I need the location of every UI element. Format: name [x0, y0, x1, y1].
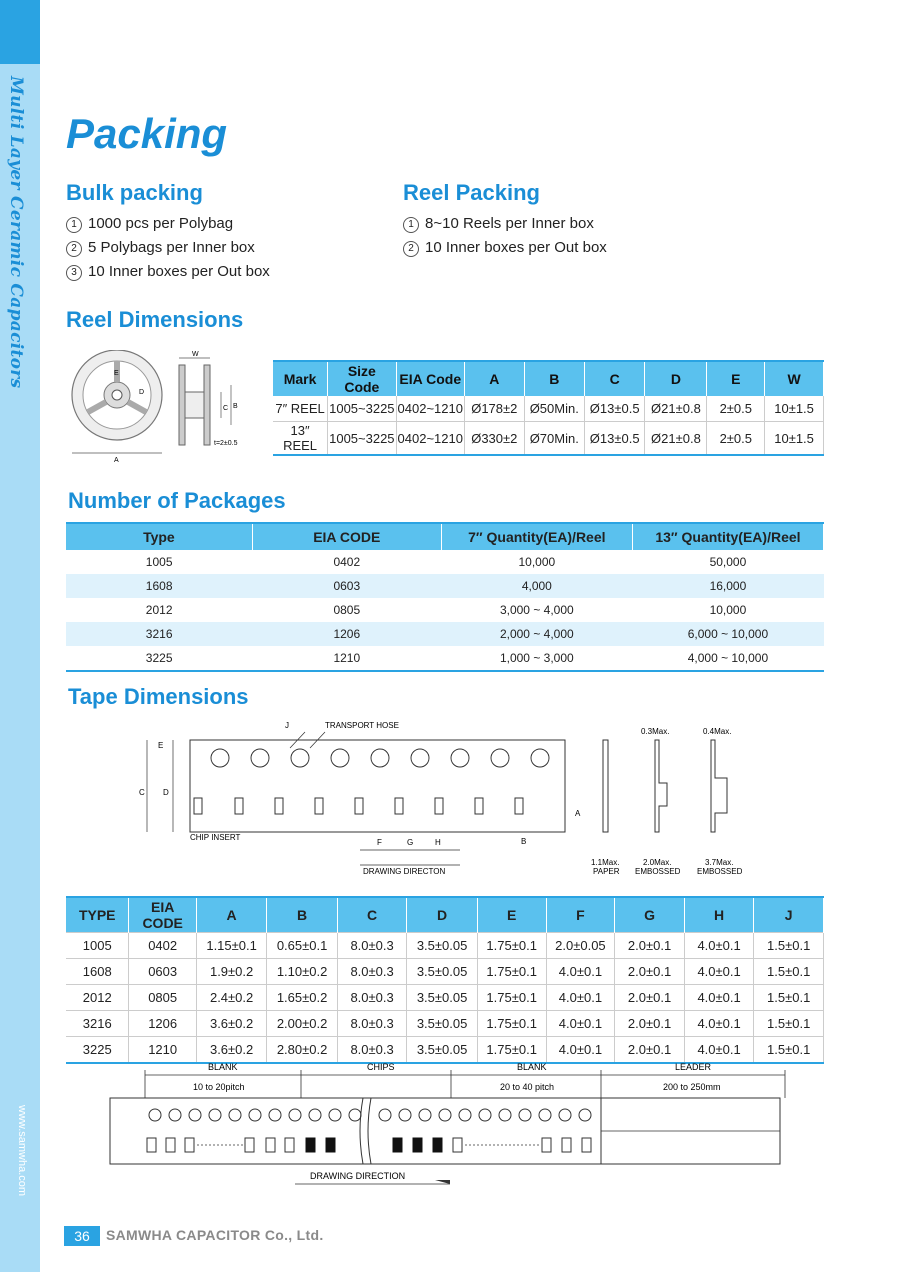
table-row — [66, 985, 824, 1011]
label-leader-range: 200 to 250mm — [663, 1082, 721, 1092]
label-b: B — [521, 837, 527, 846]
table-cell: 3225 — [66, 1037, 129, 1064]
chip-pockets — [194, 798, 523, 814]
table-cell: 1.75±0.1 — [477, 933, 546, 959]
item-number: 2 — [403, 241, 419, 257]
table-cell: 0402~1210 — [396, 396, 464, 422]
reel-dimensions-heading: Reel Dimensions — [66, 307, 244, 332]
label-emb2: EMBOSSED — [697, 867, 743, 876]
table-cell: Ø330±2 — [464, 422, 524, 456]
list-item — [403, 212, 607, 236]
col-header: B — [267, 897, 337, 933]
leader-labels — [145, 1062, 785, 1098]
reel-diagram — [64, 350, 264, 465]
col-header: F — [546, 897, 615, 933]
table-cell: Ø13±0.5 — [584, 422, 644, 456]
table-cell: 0603 — [252, 574, 441, 598]
table-cell: 3,000 ~ 4,000 — [499, 603, 574, 617]
table-cell: 3.5±0.05 — [407, 959, 477, 985]
table-cell: 3.6±0.2 — [196, 1037, 266, 1064]
col-header: D — [407, 897, 477, 933]
table-cell: 3216 — [66, 1011, 129, 1037]
col-header: A — [196, 897, 266, 933]
sidebar-url: www.samwha.com — [16, 1105, 28, 1197]
col-header: E — [707, 361, 765, 396]
table-cell: 10±1.5 — [765, 422, 824, 456]
table-cell: 4.0±0.1 — [684, 1011, 754, 1037]
table-cell: 0805 — [333, 603, 361, 617]
col-header: Type — [66, 523, 252, 550]
label-d: D — [163, 788, 169, 797]
table-cell: 4.0±0.1 — [546, 1037, 615, 1064]
reel-packing-list — [403, 212, 607, 260]
item-text: 5 Polybags per Inner box — [88, 239, 255, 256]
table-row — [66, 574, 824, 598]
label-h: H — [435, 838, 441, 847]
table-row — [66, 598, 824, 622]
table-cell: 2±0.5 — [707, 396, 765, 422]
tape-top-view — [139, 721, 581, 876]
table-cell: 1.75±0.1 — [477, 985, 546, 1011]
table-cell: 1206 — [252, 622, 441, 646]
table-cell: 0603 — [129, 959, 196, 985]
label-drawing-direction: DRAWING DIRECTON — [363, 867, 446, 876]
label-j: J — [285, 721, 289, 730]
leader-tape — [110, 1098, 780, 1184]
table-cell: 2.4±0.2 — [196, 985, 266, 1011]
table-cell: 1.75±0.1 — [477, 1037, 546, 1064]
col-header: EIA CODE — [129, 897, 196, 933]
col-header: EIA CODE — [252, 523, 441, 550]
table-row — [273, 396, 824, 422]
table-cell: 4.0±0.1 — [546, 1011, 615, 1037]
table-cell: 2.0±0.1 — [615, 1037, 685, 1064]
item-text: 10 Inner boxes per Out box — [425, 239, 607, 256]
label-blank2-range: 20 to 40 pitch — [500, 1082, 555, 1092]
list-item — [66, 260, 270, 284]
label-blank1-range: 10 to 20pitch — [193, 1082, 245, 1092]
col-header: H — [684, 897, 754, 933]
table-cell: 13″ REEL — [273, 422, 328, 456]
table-cell: 1210 — [129, 1037, 196, 1064]
table-cell: Ø50Min. — [524, 396, 584, 422]
label-blank2: BLANK — [517, 1062, 547, 1072]
reel-label-w: W — [192, 351, 199, 358]
col-header: Size Code — [328, 361, 396, 396]
item-text: 8~10 Reels per Inner box — [425, 215, 594, 232]
tape-dimensions-heading: Tape Dimensions — [68, 684, 249, 709]
col-header: C — [584, 361, 644, 396]
table-cell: 3225 — [145, 651, 173, 665]
table-row — [66, 622, 824, 646]
col-header: J — [754, 897, 824, 933]
label-emb2-dim: 3.7Max. — [705, 858, 734, 867]
table-cell: 1608 — [66, 574, 252, 598]
reel-dimensions-table — [273, 360, 824, 456]
col-header: G — [615, 897, 685, 933]
leader-holes — [149, 1109, 591, 1121]
tape-diagram — [135, 718, 755, 883]
label-chips: CHIPS — [367, 1062, 395, 1072]
table-cell: 2.0±0.1 — [615, 933, 685, 959]
table-cell: 4,000 ~ 10,000 — [687, 651, 769, 665]
bulk-list — [66, 212, 270, 284]
table-cell: 1.15±0.1 — [196, 933, 266, 959]
table-cell: 2±0.5 — [707, 422, 765, 456]
col-header: D — [645, 361, 707, 396]
table-cell: 3.5±0.05 — [407, 1037, 477, 1064]
table-row — [66, 959, 824, 985]
table-cell: 1.65±0.2 — [267, 985, 337, 1011]
reel-label-c: C — [223, 405, 229, 412]
table-cell: 0402 — [129, 933, 196, 959]
table-cell: 3.6±0.2 — [196, 1011, 266, 1037]
table-cell: 1,000 ~ 3,000 — [499, 651, 574, 665]
table-cell: 1210 — [333, 651, 361, 665]
table-cell: 2.0±0.1 — [615, 959, 685, 985]
tape-cross-sections — [591, 727, 743, 876]
table-cell: 3.5±0.05 — [407, 933, 477, 959]
table-cell: 4.0±0.1 — [546, 959, 615, 985]
table-cell: 2.00±0.2 — [267, 1011, 337, 1037]
table-cell: 1.10±0.2 — [267, 959, 337, 985]
table-cell: 3.5±0.05 — [407, 985, 477, 1011]
table-cell: 0402~1210 — [396, 422, 464, 456]
item-number: 1 — [403, 217, 419, 233]
reel-label-t: t=2±0.5 — [214, 440, 238, 447]
table-cell: Ø21±0.8 — [645, 422, 707, 456]
label-e: E — [158, 741, 164, 750]
label-a: A — [575, 809, 581, 818]
table-cell: 7″ REEL — [273, 396, 328, 422]
label-max-04: 0.4Max. — [703, 727, 732, 736]
col-header: C — [337, 897, 407, 933]
label-emb1-dim: 2.0Max. — [643, 858, 672, 867]
sidebar-title: Multi Layer Ceramic Capacitors — [6, 76, 26, 389]
table-cell: 1005~3225 — [328, 422, 396, 456]
col-header: TYPE — [66, 897, 129, 933]
label-transport-hose: TRANSPORT HOSE — [325, 721, 399, 730]
item-text: 1000 pcs per Polybag — [88, 215, 234, 232]
col-header: W — [765, 361, 824, 396]
table-cell: 2012 — [145, 603, 173, 617]
reel-side-view — [179, 351, 238, 447]
table-cell: 4.0±0.1 — [684, 933, 754, 959]
table-cell: 3.5±0.05 — [407, 1011, 477, 1037]
table-header-row — [66, 897, 824, 933]
table-cell: Ø178±2 — [464, 396, 524, 422]
packages-table — [66, 522, 824, 672]
table-row — [66, 1011, 824, 1037]
table-header-row — [66, 523, 824, 550]
table-cell: 2,000 ~ 4,000 — [441, 622, 632, 646]
sidebar — [0, 0, 40, 1272]
page-title: Packing — [66, 110, 228, 157]
tape-dimensions-table — [66, 896, 824, 1064]
table-cell: 1.5±0.1 — [754, 985, 824, 1011]
sprocket-holes — [211, 749, 549, 767]
table-cell: 1.75±0.1 — [477, 1011, 546, 1037]
table-cell: 0402 — [333, 555, 361, 569]
leader-diagram — [105, 1058, 795, 1188]
table-cell: Ø21±0.8 — [645, 396, 707, 422]
table-cell: 0.65±0.1 — [267, 933, 337, 959]
page-number: 36 — [64, 1226, 100, 1246]
table-cell: 10,000 — [709, 603, 747, 617]
label-leader: LEADER — [675, 1062, 712, 1072]
reel-packing-heading: Reel Packing — [403, 180, 540, 205]
list-item — [66, 236, 270, 260]
col-header: 13″ Quantity(EA)/Reel — [632, 523, 823, 550]
label-max-03: 0.3Max. — [641, 727, 670, 736]
packages-heading: Number of Packages — [68, 488, 286, 513]
table-cell: 8.0±0.3 — [337, 985, 407, 1011]
sidebar-top-block — [0, 0, 40, 64]
table-cell: 0805 — [129, 985, 196, 1011]
reel-label-b: B — [233, 403, 238, 410]
bulk-heading: Bulk packing — [66, 180, 203, 205]
item-number: 1 — [66, 217, 82, 233]
table-cell: 8.0±0.3 — [337, 1011, 407, 1037]
table-row — [66, 933, 824, 959]
table-cell: 8.0±0.3 — [337, 933, 407, 959]
table-cell: 8.0±0.3 — [337, 1037, 407, 1064]
list-item — [403, 236, 607, 260]
table-cell: Ø13±0.5 — [584, 396, 644, 422]
company-name: SAMWHA CAPACITOR Co., Ltd. — [106, 1227, 324, 1243]
table-cell: 2.80±0.2 — [267, 1037, 337, 1064]
table-cell: 2.0±0.05 — [546, 933, 615, 959]
table-cell: 1.9±0.2 — [196, 959, 266, 985]
table-cell: 1005 — [145, 555, 173, 569]
table-cell: 6,000 ~ 10,000 — [632, 622, 823, 646]
table-cell: 10±1.5 — [765, 396, 824, 422]
label-chip-insert: CHIP INSERT — [190, 833, 241, 842]
reel-label-e: E — [114, 370, 119, 377]
table-cell: 4.0±0.1 — [684, 959, 754, 985]
label-paper: PAPER — [593, 867, 620, 876]
label-f: F — [377, 838, 382, 847]
item-number: 2 — [66, 241, 82, 257]
table-cell: 4.0±0.1 — [684, 1037, 754, 1064]
reel-label-d: D — [139, 389, 145, 396]
label-paper-dim: 1.1Max. — [591, 858, 620, 867]
table-cell: 10,000 — [518, 555, 556, 569]
table-cell: 16,000 — [632, 574, 823, 598]
col-header: E — [477, 897, 546, 933]
table-cell: 1.5±0.1 — [754, 959, 824, 985]
list-item — [66, 212, 270, 236]
reel-front-view — [72, 350, 162, 464]
table-cell: 4.0±0.1 — [546, 985, 615, 1011]
table-cell: 1005 — [66, 933, 129, 959]
table-cell: 1.75±0.1 — [477, 959, 546, 985]
label-blank1: BLANK — [208, 1062, 238, 1072]
table-cell: 2.0±0.1 — [615, 985, 685, 1011]
col-header: 7″ Quantity(EA)/Reel — [441, 523, 632, 550]
table-cell: 4,000 — [441, 574, 632, 598]
table-row — [273, 422, 824, 456]
table-row — [66, 646, 824, 671]
table-cell: 1005~3225 — [328, 396, 396, 422]
label-g: G — [407, 838, 414, 847]
reel-label-a: A — [114, 457, 119, 464]
item-text: 10 Inner boxes per Out box — [88, 263, 270, 280]
col-header: A — [464, 361, 524, 396]
label-c: C — [139, 788, 145, 797]
table-cell: 2012 — [66, 985, 129, 1011]
col-header: B — [524, 361, 584, 396]
table-cell: 1206 — [129, 1011, 196, 1037]
table-cell: 1.5±0.1 — [754, 1037, 824, 1064]
table-cell: 50,000 — [709, 555, 747, 569]
col-header: Mark — [273, 361, 328, 396]
table-cell: 2.0±0.1 — [615, 1011, 685, 1037]
table-cell: 1.5±0.1 — [754, 1011, 824, 1037]
table-header-row — [273, 361, 824, 396]
col-header: EIA Code — [396, 361, 464, 396]
table-cell: 4.0±0.1 — [684, 985, 754, 1011]
table-cell: 8.0±0.3 — [337, 959, 407, 985]
table-cell: 1608 — [66, 959, 129, 985]
table-cell: 3216 — [66, 622, 252, 646]
table-cell: Ø70Min. — [524, 422, 584, 456]
label-leader-drawing-direction: DRAWING DIRECTION — [310, 1171, 406, 1181]
table-cell: 1.5±0.1 — [754, 933, 824, 959]
table-row — [66, 550, 824, 574]
item-number: 3 — [66, 265, 82, 281]
label-emb1: EMBOSSED — [635, 867, 681, 876]
